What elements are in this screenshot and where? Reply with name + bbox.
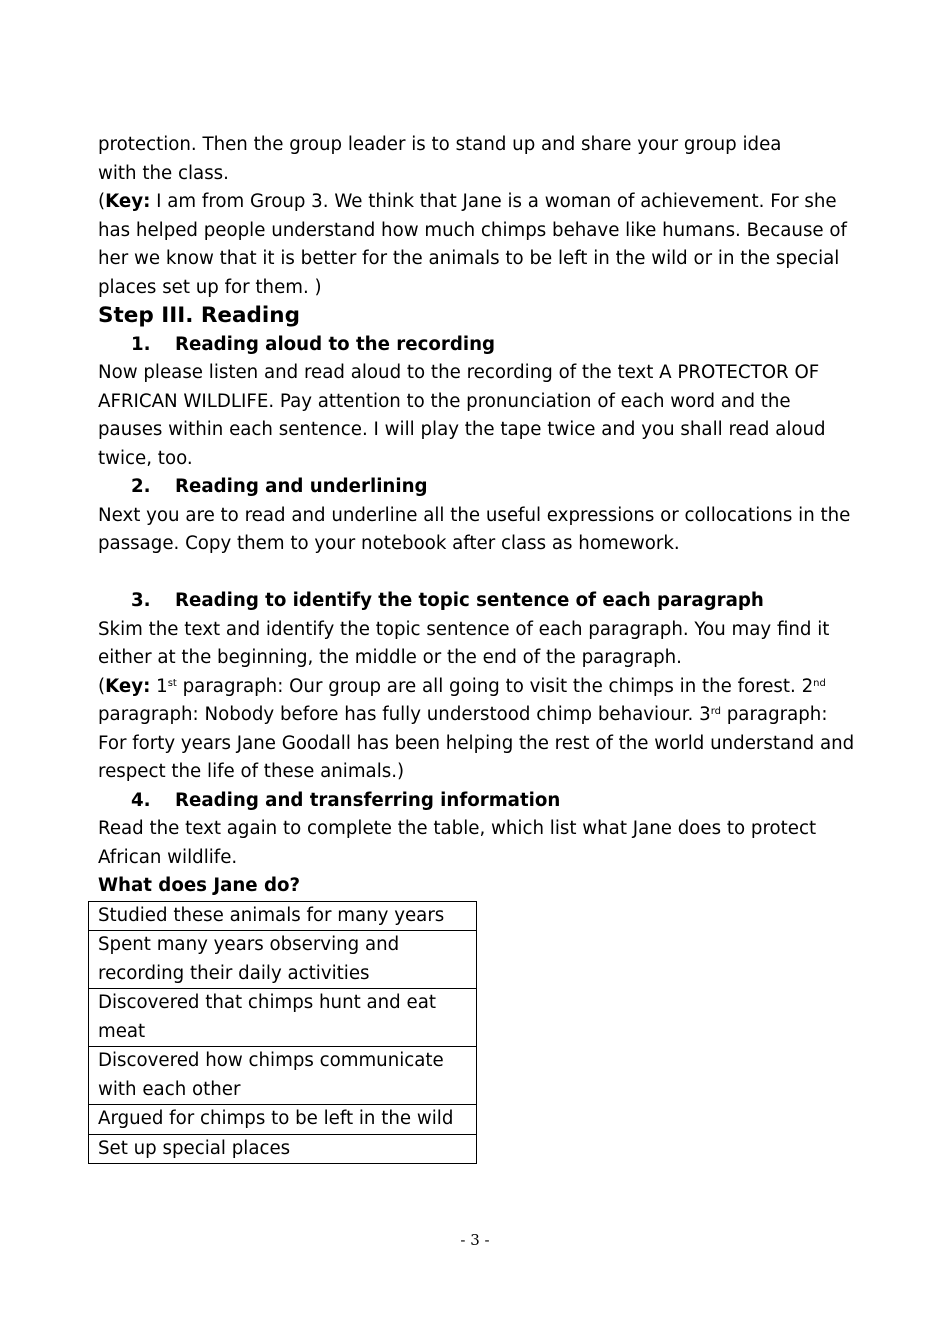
table-cell: Spent many years observing and recording their daily activities xyxy=(89,931,477,989)
subheading-2: 2. Reading and underlining xyxy=(131,476,428,497)
key-answer-text: I am from Group 3. We think that Jane is a woman of achievement. For she has helped people understand how much chimps behave like humans. Because of her we know that it is better for the animals to be left in the wild or in the special places set up for them. ) xyxy=(98,191,847,298)
table-row xyxy=(89,1134,477,1164)
subheading-3: 3. Reading to identify the topic sentence of each paragraph xyxy=(131,590,764,611)
table-cell: Argued for chimps to be left in the wild xyxy=(89,1105,477,1135)
table-row xyxy=(89,931,477,989)
intro-line-2: with the class. xyxy=(98,162,229,184)
subheading-1: 1. Reading aloud to the recording xyxy=(131,333,496,355)
table-cell: Discovered how chimps communicate with each other xyxy=(89,1047,477,1105)
table-cell: Discovered that chimps hunt and eat meat xyxy=(89,989,477,1047)
document-page xyxy=(98,131,858,1164)
intro-line-1: protection. Then the group leader is to stand up and share your group idea xyxy=(98,134,782,155)
key-label: Key: xyxy=(105,191,151,212)
key-answer-1: (Key: I am from Group 3. We think that Jane is a woman of achievement. For she has helped people understand how much chimps behave like humans. Because of her we know that it is better for the animals to be left in the wild or in the special places set up for them. ) xyxy=(98,191,847,298)
subheading-4: 4. Reading and transferring information xyxy=(131,789,561,811)
jane-actions-table xyxy=(88,901,477,1165)
key-answer-2: (Key: 1st paragraph: Our group are all going to visit the chimps in the forest. 2nd paragraph: Nobody before has fully understood chimp behaviour. 3rd paragraph: For forty years Jane Goodall has been helping the rest of the world understand and respect the life of these animals.) xyxy=(98,675,855,782)
page-number: - 3 - xyxy=(460,1231,490,1249)
paragraph-reading-aloud: Now please listen and read aloud to the recording of the text A PROTECTOR OF AFRICAN WILDLIFE. Pay attention to the pronunciation of each word and the pauses within each sentence. I will play the tape twice and you shall read aloud twice, too. xyxy=(98,362,826,469)
step-heading: Step III. Reading xyxy=(98,303,300,328)
table-cell: Studied these animals for many years xyxy=(89,901,477,931)
paragraph-underlining: Next you are to read and underline all the useful expressions or collocations in the passage. Copy them to your notebook after class as homework. xyxy=(98,504,851,554)
table-row xyxy=(89,989,477,1047)
paragraph-transferring: Read the text again to complete the table, which list what Jane does to protect African wildlife. xyxy=(98,818,817,868)
key-label: Key: xyxy=(105,675,151,697)
paragraph-topic-sentence: Skim the text and identify the topic sentence of each paragraph. You may find it either at the beginning, the middle or the end of the paragraph. xyxy=(98,618,830,668)
table-title: What does Jane do? xyxy=(98,875,301,896)
table-row xyxy=(89,1105,477,1135)
table-row xyxy=(89,901,477,931)
blank-line xyxy=(98,559,858,588)
table-cell: Set up special places xyxy=(89,1134,477,1164)
table-row xyxy=(89,1047,477,1105)
